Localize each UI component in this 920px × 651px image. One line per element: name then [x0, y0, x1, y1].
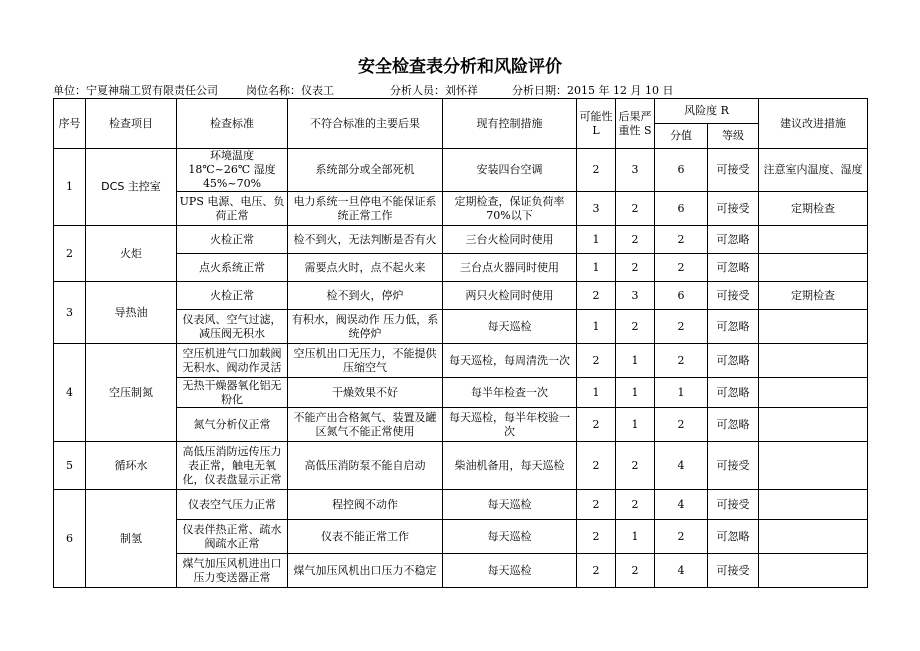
- standard-cell: 高低压消防远传压力表正常，触电无氧化，仪表盘显示正常: [177, 442, 288, 490]
- suggestion-cell: 注意室内温度、湿度: [759, 149, 868, 192]
- item-cell: 火炬: [86, 226, 177, 282]
- severity-cell: 1: [616, 520, 655, 554]
- suggestion-cell: [759, 378, 868, 408]
- seq-cell: 5: [54, 442, 86, 490]
- severity-cell: 2: [616, 226, 655, 254]
- table-row: [54, 226, 868, 254]
- likelihood-cell: 1: [577, 254, 616, 282]
- grade-cell: 可忽略: [708, 520, 759, 554]
- severity-cell: 2: [616, 192, 655, 226]
- standard-cell: 空压机进气口加载阀无积水、阀动作灵活: [177, 344, 288, 378]
- standard-cell: 仪表空气压力正常: [177, 490, 288, 520]
- suggestion-cell: [759, 310, 868, 344]
- header-consequence: 不符合标准的主要后果: [288, 99, 443, 149]
- grade-cell: 可忽略: [708, 310, 759, 344]
- consequence-cell: 电力系统一旦停电不能保证系统正常工作: [288, 192, 443, 226]
- unit-label: 单位：宁夏神瑞工贸有限责任公司: [53, 84, 218, 97]
- header-standard: 检查标准: [177, 99, 288, 149]
- grade-cell: 可接受: [708, 149, 759, 192]
- likelihood-cell: 2: [577, 490, 616, 520]
- score-cell: 2: [655, 408, 708, 442]
- suggestion-cell: [759, 490, 868, 520]
- table-row: [54, 408, 868, 442]
- likelihood-cell: 2: [577, 282, 616, 310]
- seq-cell: 1: [54, 149, 86, 226]
- score-cell: 2: [655, 344, 708, 378]
- likelihood-cell: 2: [577, 408, 616, 442]
- score-cell: 1: [655, 378, 708, 408]
- measures-cell: 每天巡检，每半年校验一次: [443, 408, 577, 442]
- grade-cell: 可接受: [708, 490, 759, 520]
- header-severity: 后果严重性 S: [616, 99, 655, 149]
- standard-cell: 点火系统正常: [177, 254, 288, 282]
- consequence-cell: 高低压消防泵不能自启动: [288, 442, 443, 490]
- severity-cell: 1: [616, 378, 655, 408]
- item-cell: 制氢: [86, 490, 177, 588]
- consequence-cell: 仪表不能正常工作: [288, 520, 443, 554]
- seq-cell: 6: [54, 490, 86, 588]
- likelihood-cell: 2: [577, 442, 616, 490]
- likelihood-cell: 1: [577, 310, 616, 344]
- measures-cell: 两只火检同时使用: [443, 282, 577, 310]
- position-label: 岗位名称：仪表工: [246, 84, 334, 97]
- severity-cell: 3: [616, 282, 655, 310]
- severity-cell: 2: [616, 310, 655, 344]
- severity-cell: 1: [616, 408, 655, 442]
- standard-cell: 无热干燥器氧化铝无粉化: [177, 378, 288, 408]
- score-cell: 4: [655, 442, 708, 490]
- item-cell: DCS 主控室: [86, 149, 177, 226]
- table-row: [54, 554, 868, 588]
- item-cell: 空压制氮: [86, 344, 177, 442]
- header-grade: 等级: [708, 124, 759, 149]
- grade-cell: 可接受: [708, 554, 759, 588]
- standard-cell: 环境温度 18℃~26℃ 湿度 45%~70%: [177, 149, 288, 192]
- date-label: 分析日期：2015 年 12 月 10 日: [512, 84, 674, 97]
- severity-cell: 2: [616, 490, 655, 520]
- grade-cell: 可接受: [708, 282, 759, 310]
- table-row: [54, 282, 868, 310]
- score-cell: 4: [655, 554, 708, 588]
- likelihood-cell: 3: [577, 192, 616, 226]
- suggestion-cell: [759, 408, 868, 442]
- measures-cell: 三台点火器同时使用: [443, 254, 577, 282]
- consequence-cell: 不能产出合格氮气、装置及罐区氮气不能正常使用: [288, 408, 443, 442]
- score-cell: 2: [655, 520, 708, 554]
- score-cell: 6: [655, 282, 708, 310]
- table-row: [54, 520, 868, 554]
- suggestion-cell: [759, 254, 868, 282]
- likelihood-cell: 2: [577, 344, 616, 378]
- header-measures: 现有控制措施: [443, 99, 577, 149]
- table-row: [54, 344, 868, 378]
- standard-cell: 煤气加压风机进出口压力变送器正常: [177, 554, 288, 588]
- page-title: 安全检查表分析和风险评价: [358, 57, 562, 77]
- grade-cell: 可接受: [708, 442, 759, 490]
- measures-cell: 每天巡检: [443, 490, 577, 520]
- standard-cell: 火检正常: [177, 226, 288, 254]
- standard-cell: 氮气分析仪正常: [177, 408, 288, 442]
- standard-cell: 火检正常: [177, 282, 288, 310]
- table-row: [54, 490, 868, 520]
- suggestion-cell: 定期检查: [759, 282, 868, 310]
- consequence-cell: 检不到火，停炉: [288, 282, 443, 310]
- measures-cell: 每天巡检: [443, 520, 577, 554]
- table-row: [54, 310, 868, 344]
- suggestion-cell: 定期检查: [759, 192, 868, 226]
- consequence-cell: 有积水，阀误动作 压力低，系统停炉: [288, 310, 443, 344]
- score-cell: 6: [655, 149, 708, 192]
- consequence-cell: 检不到火，无法判断是否有火: [288, 226, 443, 254]
- severity-cell: 2: [616, 442, 655, 490]
- consequence-cell: 需要点火时，点不起火来: [288, 254, 443, 282]
- suggestion-cell: [759, 344, 868, 378]
- likelihood-cell: 2: [577, 554, 616, 588]
- grade-cell: 可忽略: [708, 254, 759, 282]
- measures-cell: 每天巡检: [443, 554, 577, 588]
- risk-table: [53, 98, 868, 588]
- consequence-cell: 空压机出口无压力，不能提供压缩空气: [288, 344, 443, 378]
- likelihood-cell: 2: [577, 149, 616, 192]
- score-cell: 2: [655, 254, 708, 282]
- measures-cell: 安装四台空调: [443, 149, 577, 192]
- header-score: 分值: [655, 124, 708, 149]
- score-cell: 6: [655, 192, 708, 226]
- consequence-cell: 煤气加压风机出口压力不稳定: [288, 554, 443, 588]
- severity-cell: 3: [616, 149, 655, 192]
- table-row: [54, 442, 868, 490]
- grade-cell: 可忽略: [708, 344, 759, 378]
- consequence-cell: 干燥效果不好: [288, 378, 443, 408]
- suggestion-cell: [759, 554, 868, 588]
- seq-cell: 4: [54, 344, 86, 442]
- header-risk: 风险度 R: [655, 99, 759, 124]
- score-cell: 2: [655, 310, 708, 344]
- measures-cell: 每天巡检，每周清洗一次: [443, 344, 577, 378]
- suggestion-cell: [759, 226, 868, 254]
- measures-cell: 每半年检查一次: [443, 378, 577, 408]
- item-cell: 循环水: [86, 442, 177, 490]
- table-row: [54, 254, 868, 282]
- seq-cell: 2: [54, 226, 86, 282]
- standard-cell: 仪表伴热正常、疏水阀疏水正常: [177, 520, 288, 554]
- suggestion-cell: [759, 520, 868, 554]
- suggestion-cell: [759, 442, 868, 490]
- grade-cell: 可忽略: [708, 408, 759, 442]
- header-suggestion: 建议改进措施: [759, 99, 868, 149]
- header-item: 检查项目: [86, 99, 177, 149]
- grade-cell: 可忽略: [708, 378, 759, 408]
- likelihood-cell: 1: [577, 378, 616, 408]
- consequence-cell: 系统部分或全部死机: [288, 149, 443, 192]
- analyst-label: 分析人员：刘怀祥: [390, 84, 478, 97]
- measures-cell: 定期检查，保证负荷率 70%以下: [443, 192, 577, 226]
- item-cell: 导热油: [86, 282, 177, 344]
- score-cell: 4: [655, 490, 708, 520]
- measures-cell: 每天巡检: [443, 310, 577, 344]
- severity-cell: 2: [616, 254, 655, 282]
- measures-cell: 柴油机备用，每天巡检: [443, 442, 577, 490]
- standard-cell: UPS 电源、电压、负荷正常: [177, 192, 288, 226]
- likelihood-cell: 2: [577, 520, 616, 554]
- consequence-cell: 程控阀不动作: [288, 490, 443, 520]
- likelihood-cell: 1: [577, 226, 616, 254]
- header-likelihood: 可能性 L: [577, 99, 616, 149]
- table-row: [54, 149, 868, 192]
- grade-cell: 可忽略: [708, 226, 759, 254]
- measures-cell: 三台火检同时使用: [443, 226, 577, 254]
- severity-cell: 1: [616, 344, 655, 378]
- score-cell: 2: [655, 226, 708, 254]
- seq-cell: 3: [54, 282, 86, 344]
- header-seq: 序号: [54, 99, 86, 149]
- severity-cell: 2: [616, 554, 655, 588]
- grade-cell: 可接受: [708, 192, 759, 226]
- table-row: [54, 378, 868, 408]
- table-body: [54, 149, 868, 588]
- table-row: [54, 192, 868, 226]
- standard-cell: 仪表风、空气过滤，减压阀无积水: [177, 310, 288, 344]
